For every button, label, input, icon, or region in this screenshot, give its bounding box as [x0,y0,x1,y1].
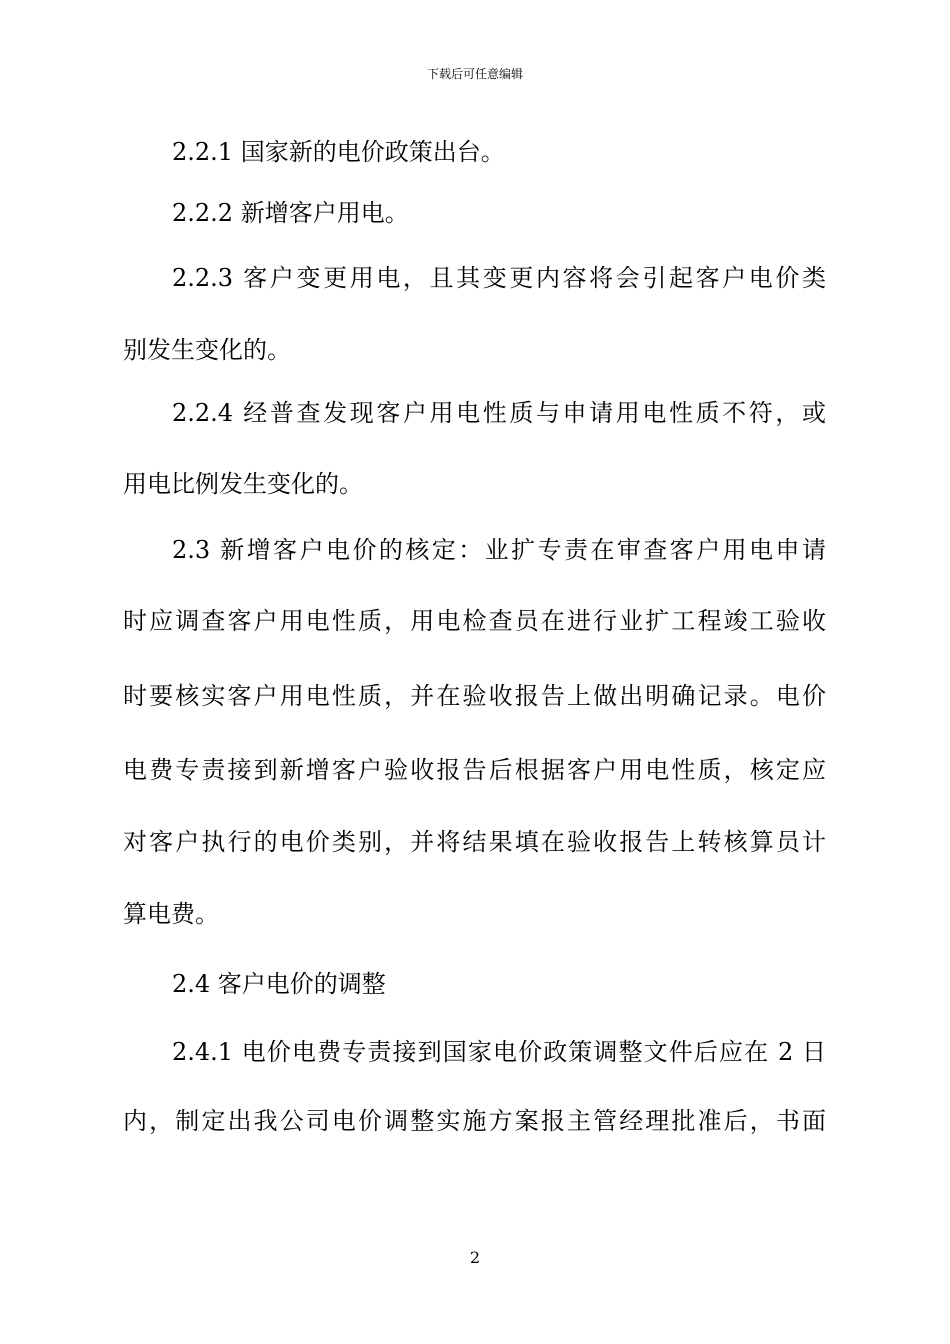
page-header: 下载后可任意编辑 [426,67,523,81]
text-line: 2.2.2 新增客户用电。 [172,199,409,227]
text-line: 2.2.1 国家新的电价政策出台。 [172,138,505,166]
text-line: 2.4.1 电价电费专责接到国家电价政策调整文件后应在 2 日 [172,1038,826,1066]
text-line: 2.2.3 客户变更用电，且其变更内容将会引起客户电价类 [172,264,826,292]
page-number: 2 [469,1248,481,1267]
text-line: 内，制定出我公司电价调整实施方案报主管经理批准后，书面 [123,1107,826,1135]
text-line: 时要核实客户用电性质，并在验收报告上做出明确记录。电价 [123,682,826,710]
text-line: 用电比例发生变化的。 [123,470,363,498]
text-line: 2.2.4 经普查发现客户用电性质与申请用电性质不符，或 [172,399,826,427]
text-line: 对客户执行的电价类别，并将结果填在验收报告上转核算员计 [123,828,826,856]
text-line: 时应调查客户用电性质，用电检查员在进行业扩工程竣工验收 [123,607,826,635]
text-line: 2.3 新增客户电价的核定：业扩专责在审查客户用电申请 [172,536,826,564]
text-line: 2.4 客户电价的调整 [172,970,386,998]
text-line: 电费专责接到新增客户验收报告后根据客户用电性质，核定应 [123,756,826,784]
text-line: 算电费。 [123,900,219,928]
text-line: 别发生变化的。 [123,336,291,364]
